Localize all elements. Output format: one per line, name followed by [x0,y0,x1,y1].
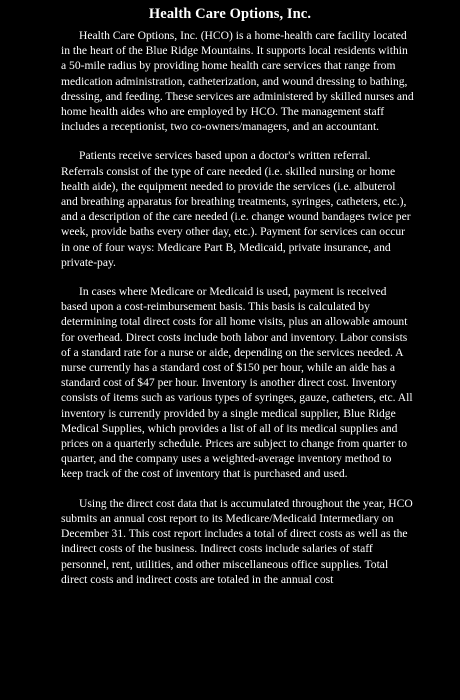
paragraph-annual-cost-report: Using the direct cost data that is accumulated throughout the year, HCO submits an annual cost report to its Medicare/Medicaid Intermediary on December 31. This cost report includes a total of direct costs as well as the indirect costs of the business. Indirect costs include salaries of staff personnel, rent, utilities, and other miscellaneous office supplies. Total direct costs and indirect costs are totaled in the annual cost [61,496,413,586]
document-title: Health Care Options, Inc. [148,6,312,22]
paragraph-patient-referrals: Patients receive services based upon a doctor's written referral. Referrals consist of the type of care needed (i.e. skilled nursing or home health aide), the equipment needed to provide the services (i.e. albuterol and breathing apparatus for breathing treatments, syringes, catheters, etc.), and a description of the care needed (i.e. change wound bandages twice per week, provide baths every other day, etc.). Payment for services can occur in one of four ways: Medicare Part B, Medicaid, private insurance, and private-pay. [61,149,411,269]
paragraph-cost-reimbursement: In cases where Medicare or Medicaid is used, payment is received based upon a cost-reimbursement basis. This basis is calculated by determining total direct costs for all home visits, plus an allowable amount for overhead. Direct costs include both labor and inventory. Labor consists of a standard rate for a nurse or aide, depending on the services needed. A nurse currently has a standard cost of $150 per hour, while an aide has a standard cost of $47 per hour. Inventory is another direct cost. Inventory consists of items such as various types of syringes, gauze, catheters, etc. All inventory is currently provided by a single medical supplier, Blue Ridge Medical Supplies, which provides a list of all of its medical supplies and prices on a quarterly schedule. Prices are subject to change from quarter to quarter, and the company uses a weighted-average inventory method to keep track of the cost of inventory that is purchased and used. [61,285,413,481]
document-body [0,24,460,587]
paragraph-company-overview: Health Care Options, Inc. (HCO) is a home-health care facility located in the heart of the Blue Ridge Mountains. It supports local residents within a 50-mile radius by providing home health care services that range from medication administration, catheterization, and wound dressing to bathing, dressing, and feeding. These services are administered by skilled nurses and home health aides who are employed by HCO. The management staff includes a receptionist, two co-owners/managers, and an accountant. [61,29,414,134]
